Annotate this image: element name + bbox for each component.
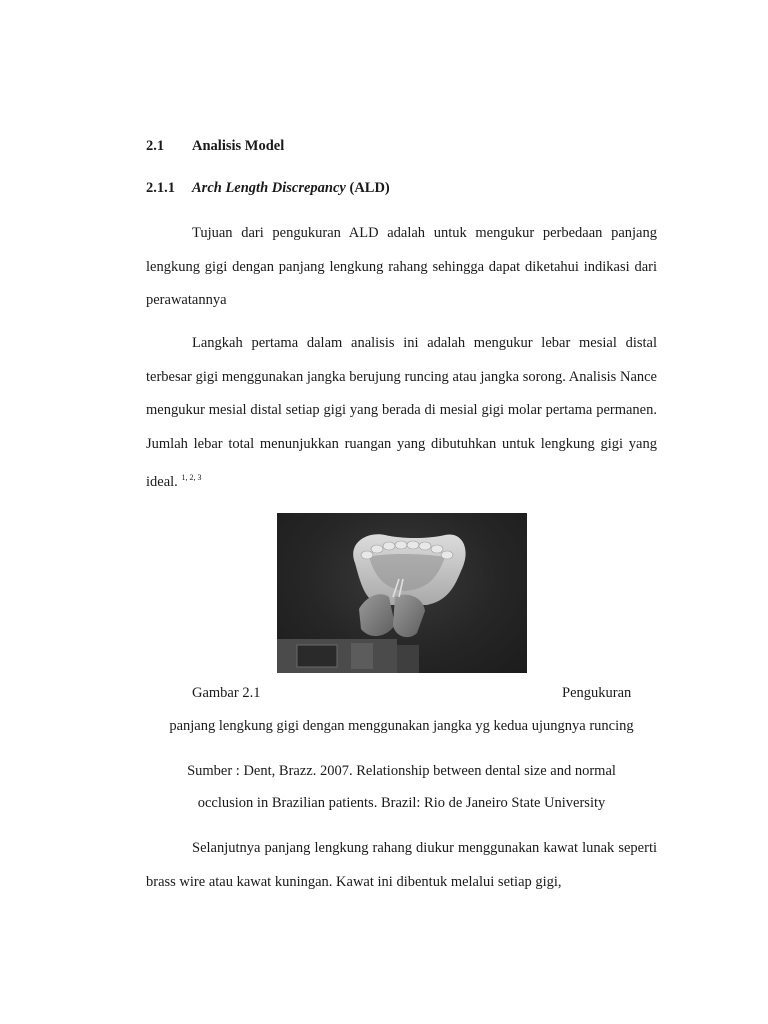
paragraph-1-text: Tujuan dari pengukuran ALD adalah untuk mengukur perbedaan panjang lengkung gigi dengan panjang lengkung rahang sehingga dapat diketahui indikasi dari perawatannya <box>146 225 657 308</box>
paragraph-2-text: Langkah pertama dalam analisis ini adalah mengukur lebar mesial distal terbesar gigi menggunakan jangka berujung runcing atau jangka sorong. Analisis Nance mengukur mesial distal setiap gigi yang berada di mesial gigi molar pertama permanen. Jumlah lebar total menunjukkan ruangan yang dibutuhkan untuk lengkung gigi yang ideal. <box>146 335 657 490</box>
caliper-slider <box>351 643 373 669</box>
figure-caption-word: Pengukuran <box>562 685 632 701</box>
paragraph-2 <box>146 327 657 500</box>
caliper-rail <box>397 645 419 673</box>
figure-caption-line2: panjang lengkung gigi dengan menggunakan jangka yg kedua ujungnya runcing <box>169 718 634 734</box>
figure-caption-label: Gambar 2.1 <box>192 685 261 701</box>
subsection-title-suffix: (ALD) <box>349 180 390 196</box>
section-number: 2.1 <box>146 138 165 154</box>
paragraph-3 <box>146 832 657 899</box>
subsection-number: 2.1.1 <box>146 180 175 196</box>
citation-superscript: 1, 2, 3 <box>181 473 202 482</box>
paragraph-1 <box>146 217 657 318</box>
section-title: Analisis Model <box>192 138 285 154</box>
subsection-title-italic: Arch Length Discrepancy <box>192 180 346 196</box>
dental-cast-caliper-photo <box>277 513 527 673</box>
caliper-display <box>297 645 337 667</box>
subsection-title <box>192 180 390 197</box>
figure-source-line2: occlusion in Brazilian patients. Brazil: Rio de Janeiro State University <box>197 795 606 811</box>
figure-photo <box>277 513 527 673</box>
figure-source-line1: Sumber : Dent, Brazz. 2007. Relationship between dental size and normal <box>187 763 616 779</box>
caliper-jaw-left <box>359 594 395 636</box>
paragraph-3-text: Selanjutnya panjang lengkung rahang diukur menggunakan kawat lunak seperti brass wire atau kawat kuningan. Kawat ini dibentuk melalui setiap gigi, <box>146 840 657 890</box>
caliper-jaw-right <box>393 595 425 637</box>
